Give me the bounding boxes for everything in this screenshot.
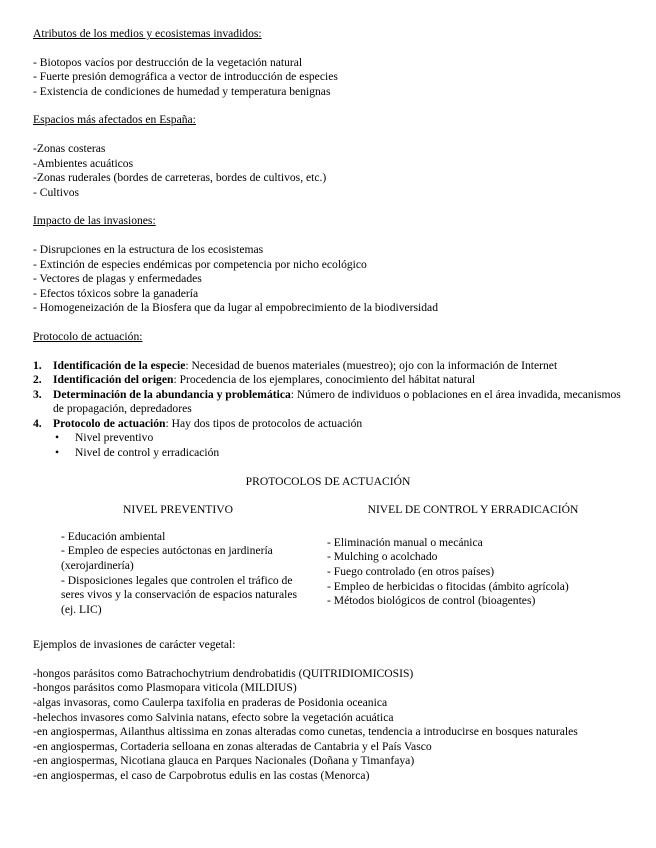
item-title: Identificación de la especie	[53, 358, 186, 372]
list-item: - Fuerte presión demográfica a vector de introducción de especies	[33, 70, 338, 84]
bullet-list	[33, 518, 301, 618]
list-item: - Educación ambiental	[61, 529, 166, 543]
list-item: -hongos parásitos como Batrachochytrium dendrobatidis (QUITRIDIOMICOSIS)	[33, 666, 414, 680]
bullet-icon: •	[55, 446, 60, 460]
bullet-list	[33, 56, 623, 100]
list-item: - Métodos biológicos de control (bioagentes)	[327, 594, 536, 608]
list-item: -en angiospermas, el caso de Carpobrotus edulis en las costas (Menorca)	[33, 769, 370, 782]
list-item: -en angiospermas, Nicotiana glauca en Parques Nacionales (Doñana y Timanfaya)	[33, 754, 415, 768]
protocols-columns	[33, 503, 623, 628]
section-examples	[33, 638, 623, 783]
section-protocols	[33, 475, 623, 629]
bullet-list	[33, 243, 623, 316]
numbered-item	[33, 417, 623, 432]
numbered-item	[33, 373, 623, 388]
sub-item	[33, 446, 623, 461]
bullet-list	[323, 518, 623, 609]
list-item: - Cultivos	[33, 185, 80, 199]
item-number: 1.	[33, 358, 42, 372]
item-text: : Procedencia de los ejemplares, conocimiento del hábitat natural	[173, 373, 476, 387]
section-attributes	[33, 27, 623, 99]
list-item: - Homogeneización de la Biosfera que da lugar al empobrecimiento de la biodiversidad	[33, 301, 438, 315]
protocols-title: PROTOCOLOS DE ACTUACIÓN	[245, 474, 411, 488]
item-title: Identificación del origen	[53, 373, 174, 387]
numbered-item	[33, 359, 623, 374]
section-heading: Protocolo de actuación:	[33, 329, 143, 343]
sub-item-label: Nivel de control y erradicación	[75, 446, 220, 460]
sub-item-label: Nivel preventivo	[75, 431, 154, 445]
section-heading: Ejemplos de invasiones de carácter vegetal:	[33, 638, 236, 652]
list-item: -Zonas costeras	[33, 141, 106, 155]
column-control	[323, 503, 623, 609]
list-item: -algas invasoras, como Caulerpa taxifolia en praderas de Posidonia oceanica	[33, 696, 388, 710]
item-number: 4.	[33, 416, 42, 430]
item-text: : Necesidad de buenos materiales (muestreo); ojo con la información de Internet	[185, 358, 558, 372]
bullet-icon: •	[55, 431, 60, 445]
list-item: - Extinción de especies endémicas por competencia por nicho ecológico	[33, 257, 367, 271]
numbered-list	[33, 359, 623, 461]
list-item: -helechos invasores como Salvinia natans, efecto sobre la vegetación acuática	[33, 710, 394, 724]
item-title: Protocolo de actuación	[53, 416, 166, 430]
item-text: : Número de individuos o poblaciones en el área invadida, mecanismos de propagación, depredadores	[53, 387, 621, 416]
list-item: -Ambientes acuáticos	[33, 156, 134, 170]
list-item: - Disposiciones legales que controlen el tráfico de seres vivos y la conservación de espacios naturales (ej. LIC)	[61, 573, 297, 616]
bullet-list	[33, 142, 623, 200]
list-item: - Vectores de plagas y enfermedades	[33, 272, 202, 286]
list-item: -en angiospermas, Ailanthus altissima en zonas alteradas como cunetas, tendencia a introducirse en bosques naturales	[33, 725, 578, 739]
section-heading: Impacto de las invasiones:	[33, 214, 156, 228]
column-heading: NIVEL PREVENTIVO	[122, 503, 234, 517]
list-item: -Zonas ruderales (bordes de carreteras, bordes de cultivos, etc.)	[33, 171, 327, 185]
document-page	[33, 27, 623, 784]
list-item: - Biotopos vacíos por destrucción de la vegetación natural	[33, 55, 303, 69]
list-item: -en angiospermas, Cortaderia selloana en zonas alteradas de Cantabria y el País Vasco	[33, 739, 432, 753]
sub-item	[33, 431, 623, 446]
section-heading: Atributos de los medios y ecosistemas invadidos:	[33, 27, 262, 40]
list-item: -hongos parásitos como Plasmopara viticola (MILDIUS)	[33, 681, 297, 695]
list-item: - Mulching o acolchado	[327, 550, 438, 564]
item-title: Determinación de la abundancia y problemática	[53, 387, 291, 401]
numbered-item	[33, 388, 623, 417]
section-affected-spaces	[33, 113, 623, 200]
list-item: - Existencia de condiciones de humedad y temperatura benignas	[33, 84, 331, 98]
section-impact	[33, 214, 623, 316]
list-item: - Eliminación manual o mecánica	[327, 535, 483, 549]
list-item: - Efectos tóxicos sobre la ganadería	[33, 286, 199, 300]
column-heading: NIVEL DE CONTROL Y ERRADICACIÓN	[367, 503, 579, 517]
list-item: - Disrupciones en la estructura de los ecosistemas	[33, 242, 264, 256]
bullet-list	[33, 667, 623, 784]
item-number: 3.	[33, 387, 42, 401]
item-text: : Hay dos tipos de protocolos de actuación	[165, 416, 363, 430]
section-protocol	[33, 330, 623, 461]
item-number: 2.	[33, 373, 42, 387]
list-item: - Empleo de herbicidas o fitocidas (ámbito agrícola)	[327, 579, 569, 593]
section-heading: Espacios más afectados en España:	[33, 113, 196, 127]
list-item: - Fuego controlado (en otros países)	[327, 565, 495, 579]
column-preventive	[33, 503, 323, 617]
list-item: - Empleo de especies autóctonas en jardinería (xerojardinería)	[61, 544, 273, 573]
